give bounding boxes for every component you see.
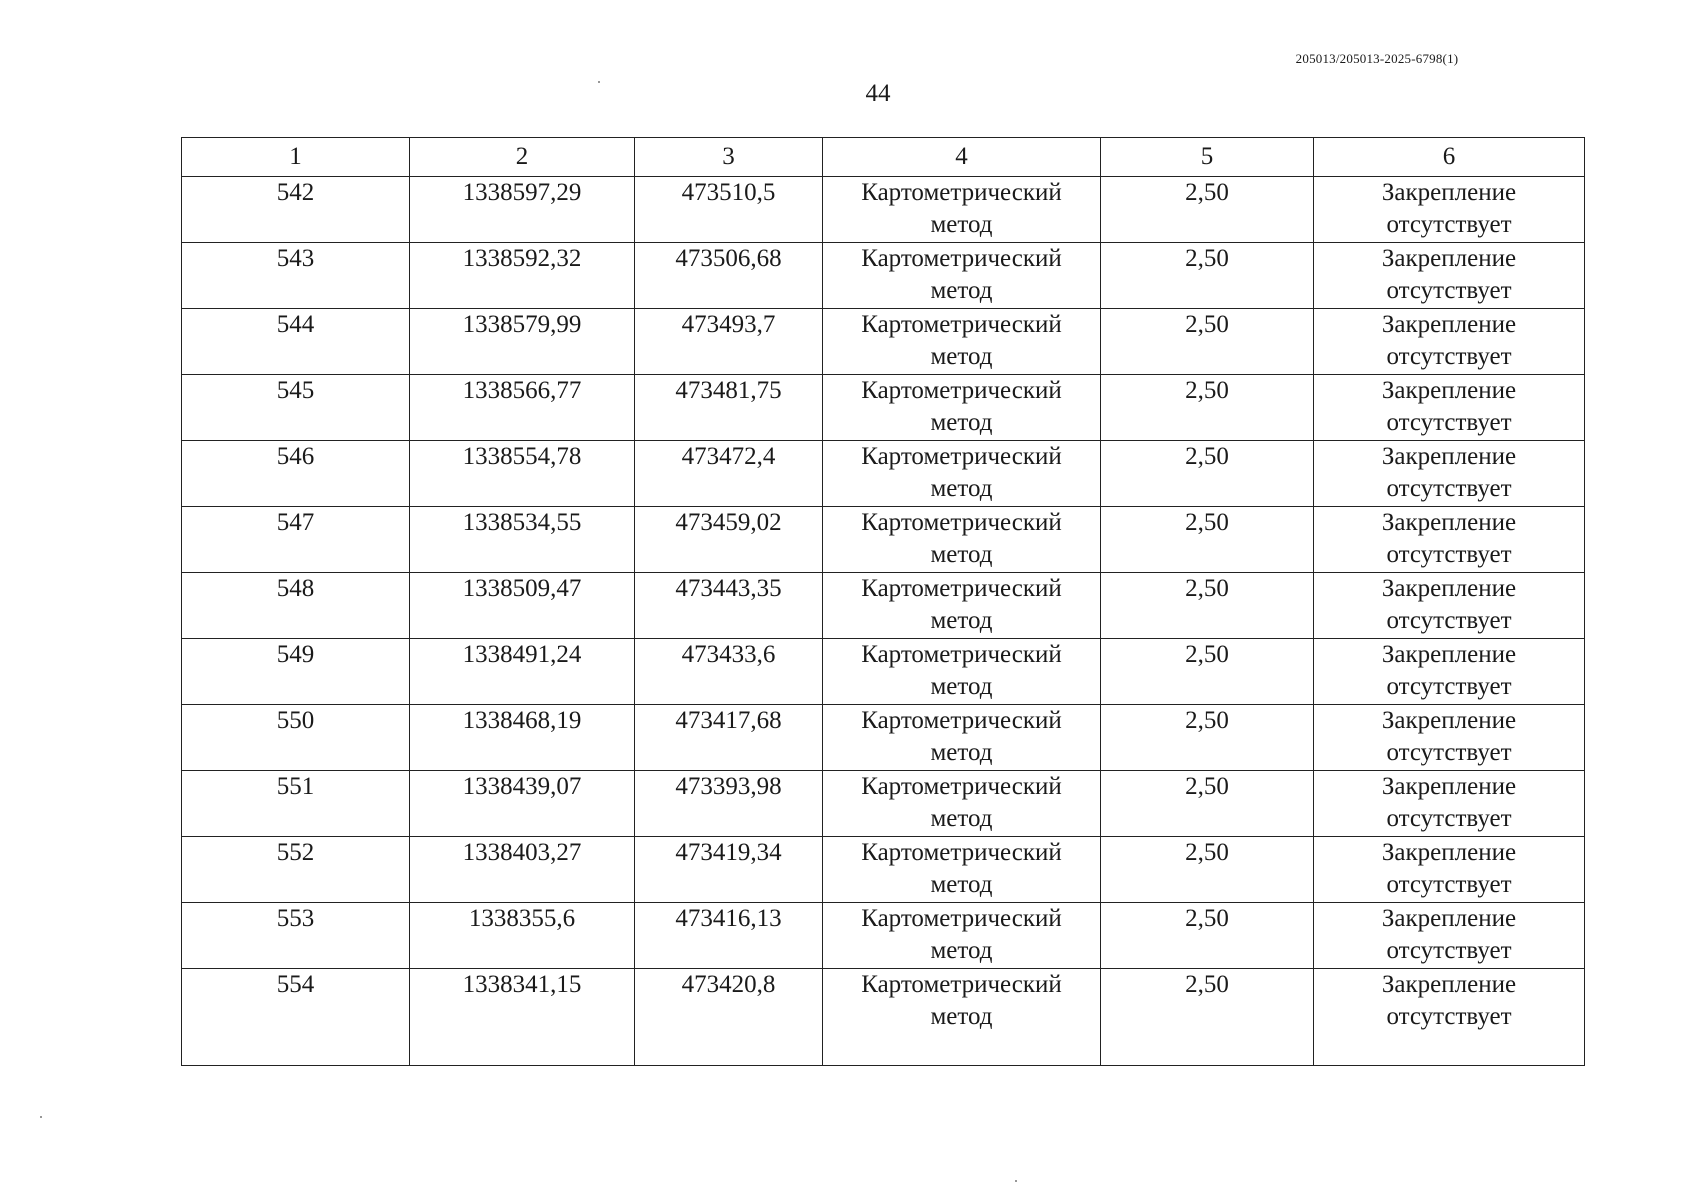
point-number-cell <box>182 639 410 705</box>
method-text: Картометрический <box>861 971 1062 998</box>
method-cell <box>823 771 1101 837</box>
fixation-text: Закрепление <box>1381 443 1517 470</box>
table-header-row <box>182 138 1585 177</box>
fixation-cell <box>1314 441 1585 507</box>
y-coordinate-cell <box>635 243 823 309</box>
x-coordinate-cell <box>410 441 635 507</box>
x-coordinate-cell <box>410 969 635 1066</box>
y-coordinate-cell <box>635 837 823 903</box>
method-text: метод <box>930 541 993 568</box>
y-coordinate-cell <box>635 573 823 639</box>
column-header: 1 <box>182 138 410 177</box>
accuracy-text: 2,50 <box>1185 443 1229 470</box>
method-text: метод <box>930 343 993 370</box>
method-text: Картометрический <box>861 575 1062 602</box>
method-cell <box>823 177 1101 243</box>
table-row <box>182 705 1585 771</box>
x-coordinate-text: 1338341,15 <box>462 971 582 998</box>
y-coordinate-cell <box>635 507 823 573</box>
fixation-cell <box>1314 375 1585 441</box>
accuracy-cell <box>1101 771 1314 837</box>
x-coordinate-text: 1338554,78 <box>462 443 582 470</box>
accuracy-cell <box>1101 639 1314 705</box>
method-text: метод <box>930 937 993 964</box>
point-number-cell <box>182 705 410 771</box>
fixation-cell <box>1314 309 1585 375</box>
x-coordinate-cell <box>410 243 635 309</box>
accuracy-text: 2,50 <box>1185 971 1229 998</box>
method-cell <box>823 375 1101 441</box>
point-number-text: 547 <box>276 509 315 536</box>
coordinates-table <box>181 137 1585 1066</box>
fixation-text: Закрепление <box>1381 509 1517 536</box>
accuracy-cell <box>1101 441 1314 507</box>
page-number: 44 <box>865 80 891 107</box>
column-header: 3 <box>635 138 823 177</box>
accuracy-cell <box>1101 309 1314 375</box>
fixation-text: отсутствует <box>1386 673 1512 700</box>
x-coordinate-text: 1338355,6 <box>468 905 576 932</box>
fixation-cell <box>1314 969 1585 1066</box>
y-coordinate-cell <box>635 705 823 771</box>
method-text: Картометрический <box>861 245 1062 272</box>
y-coordinate-text: 473416,13 <box>675 905 782 932</box>
method-cell <box>823 969 1101 1066</box>
y-coordinate-cell <box>635 441 823 507</box>
point-number-cell <box>182 771 410 837</box>
fixation-cell <box>1314 771 1585 837</box>
method-text: Картометрический <box>861 773 1062 800</box>
table-row <box>182 375 1585 441</box>
y-coordinate-text: 473472,4 <box>681 443 776 470</box>
x-coordinate-text: 1338491,24 <box>462 641 582 668</box>
accuracy-cell <box>1101 375 1314 441</box>
method-text: Картометрический <box>861 509 1062 536</box>
accuracy-cell <box>1101 903 1314 969</box>
accuracy-text: 2,50 <box>1185 509 1229 536</box>
accuracy-cell <box>1101 507 1314 573</box>
method-text: Картометрический <box>861 311 1062 338</box>
method-cell <box>823 573 1101 639</box>
x-coordinate-cell <box>410 309 635 375</box>
point-number-text: 552 <box>276 839 315 866</box>
point-number-cell <box>182 375 410 441</box>
point-number-cell <box>182 573 410 639</box>
x-coordinate-cell <box>410 903 635 969</box>
y-coordinate-text: 473481,75 <box>675 377 782 404</box>
y-coordinate-cell <box>635 771 823 837</box>
point-number-cell <box>182 177 410 243</box>
y-coordinate-cell <box>635 309 823 375</box>
accuracy-text: 2,50 <box>1185 575 1229 602</box>
point-number-text: 550 <box>276 707 315 734</box>
x-coordinate-cell <box>410 837 635 903</box>
table-row <box>182 903 1585 969</box>
fixation-cell <box>1314 243 1585 309</box>
method-text: Картометрический <box>861 707 1062 734</box>
accuracy-text: 2,50 <box>1185 179 1229 206</box>
fixation-text: Закрепление <box>1381 311 1517 338</box>
point-number-text: 554 <box>276 971 315 998</box>
point-number-cell <box>182 243 410 309</box>
point-number-text: 551 <box>276 773 315 800</box>
fixation-text: Закрепление <box>1381 179 1517 206</box>
fixation-text: отсутствует <box>1386 871 1512 898</box>
point-number-cell <box>182 309 410 375</box>
scan-speck <box>1015 1180 1017 1182</box>
table-row <box>182 639 1585 705</box>
fixation-text: Закрепление <box>1381 641 1517 668</box>
fixation-text: Закрепление <box>1381 575 1517 602</box>
point-number-cell <box>182 969 410 1066</box>
x-coordinate-cell <box>410 573 635 639</box>
y-coordinate-text: 473420,8 <box>681 971 776 998</box>
point-number-text: 545 <box>276 377 315 404</box>
y-coordinate-text: 473393,98 <box>675 773 782 800</box>
table-row <box>182 441 1585 507</box>
x-coordinate-text: 1338592,32 <box>462 245 582 272</box>
point-number-cell <box>182 441 410 507</box>
table-row <box>182 837 1585 903</box>
accuracy-text: 2,50 <box>1185 839 1229 866</box>
scan-speck <box>40 1116 42 1118</box>
table-row <box>182 243 1585 309</box>
fixation-text: отсутствует <box>1386 211 1512 238</box>
method-text: Картометрический <box>861 377 1062 404</box>
y-coordinate-text: 473459,02 <box>675 509 782 536</box>
table-row <box>182 177 1585 243</box>
fixation-text: Закрепление <box>1381 707 1517 734</box>
method-cell <box>823 441 1101 507</box>
y-coordinate-text: 473493,7 <box>681 311 776 338</box>
method-text: Картометрический <box>861 179 1062 206</box>
method-text: метод <box>930 805 993 832</box>
x-coordinate-text: 1338468,19 <box>462 707 582 734</box>
accuracy-cell <box>1101 969 1314 1066</box>
x-coordinate-text: 1338566,77 <box>462 377 582 404</box>
accuracy-text: 2,50 <box>1185 707 1229 734</box>
method-text: метод <box>930 211 993 238</box>
x-coordinate-text: 1338534,55 <box>462 509 582 536</box>
fixation-text: Закрепление <box>1381 377 1517 404</box>
point-number-cell <box>182 507 410 573</box>
method-cell <box>823 705 1101 771</box>
fixation-cell <box>1314 573 1585 639</box>
x-coordinate-text: 1338597,29 <box>462 179 582 206</box>
point-number-text: 548 <box>276 575 315 602</box>
accuracy-cell <box>1101 177 1314 243</box>
fixation-cell <box>1314 837 1585 903</box>
y-coordinate-cell <box>635 903 823 969</box>
method-cell <box>823 903 1101 969</box>
method-text: Картометрический <box>861 905 1062 932</box>
accuracy-text: 2,50 <box>1185 377 1229 404</box>
fixation-text: отсутствует <box>1386 805 1512 832</box>
method-text: метод <box>930 739 993 766</box>
y-coordinate-cell <box>635 639 823 705</box>
x-coordinate-cell <box>410 177 635 243</box>
fixation-cell <box>1314 507 1585 573</box>
method-cell <box>823 507 1101 573</box>
table-row <box>182 573 1585 639</box>
fixation-text: отсутствует <box>1386 277 1512 304</box>
point-number-text: 544 <box>276 311 315 338</box>
method-text: Картометрический <box>861 641 1062 668</box>
method-text: метод <box>930 475 993 502</box>
accuracy-text: 2,50 <box>1185 245 1229 272</box>
table-row <box>182 771 1585 837</box>
fixation-cell <box>1314 639 1585 705</box>
y-coordinate-text: 473506,68 <box>675 245 782 272</box>
point-number-cell <box>182 903 410 969</box>
fixation-cell <box>1314 705 1585 771</box>
accuracy-text: 2,50 <box>1185 905 1229 932</box>
y-coordinate-text: 473433,6 <box>681 641 776 668</box>
column-header: 2 <box>410 138 635 177</box>
accuracy-text: 2,50 <box>1185 641 1229 668</box>
x-coordinate-text: 1338403,27 <box>462 839 582 866</box>
accuracy-text: 2,50 <box>1185 773 1229 800</box>
point-number-cell <box>182 837 410 903</box>
fixation-text: отсутствует <box>1386 409 1512 436</box>
method-text: метод <box>930 607 993 634</box>
y-coordinate-cell <box>635 177 823 243</box>
y-coordinate-text: 473419,34 <box>675 839 782 866</box>
method-text: Картометрический <box>861 839 1062 866</box>
method-cell <box>823 309 1101 375</box>
x-coordinate-text: 1338439,07 <box>462 773 582 800</box>
accuracy-cell <box>1101 837 1314 903</box>
scan-speck <box>598 81 600 83</box>
column-header: 6 <box>1314 138 1585 177</box>
document-reference: 205013/205013-2025-6798(1) <box>1295 51 1459 66</box>
point-number-text: 543 <box>276 245 315 272</box>
fixation-text: Закрепление <box>1381 773 1517 800</box>
table-row <box>182 969 1585 1066</box>
fixation-text: Закрепление <box>1381 245 1517 272</box>
accuracy-cell <box>1101 573 1314 639</box>
method-text: метод <box>930 409 993 436</box>
point-number-text: 549 <box>276 641 315 668</box>
y-coordinate-cell <box>635 375 823 441</box>
method-text: метод <box>930 1003 993 1030</box>
method-text: метод <box>930 871 993 898</box>
table-row <box>182 507 1585 573</box>
x-coordinate-cell <box>410 639 635 705</box>
fixation-text: отсутствует <box>1386 1003 1512 1030</box>
y-coordinate-text: 473510,5 <box>681 179 776 206</box>
fixation-cell <box>1314 903 1585 969</box>
method-text: метод <box>930 673 993 700</box>
point-number-text: 542 <box>276 179 315 206</box>
column-header: 5 <box>1101 138 1314 177</box>
method-cell <box>823 837 1101 903</box>
fixation-text: отсутствует <box>1386 475 1512 502</box>
accuracy-cell <box>1101 705 1314 771</box>
fixation-text: отсутствует <box>1386 541 1512 568</box>
x-coordinate-text: 1338509,47 <box>462 575 582 602</box>
x-coordinate-cell <box>410 507 635 573</box>
fixation-text: отсутствует <box>1386 937 1512 964</box>
accuracy-cell <box>1101 243 1314 309</box>
point-number-text: 546 <box>276 443 315 470</box>
method-cell <box>823 639 1101 705</box>
fixation-text: Закрепление <box>1381 971 1517 998</box>
x-coordinate-text: 1338579,99 <box>462 311 582 338</box>
accuracy-text: 2,50 <box>1185 311 1229 338</box>
table-body <box>182 138 1585 1066</box>
y-coordinate-cell <box>635 969 823 1066</box>
fixation-text: отсутствует <box>1386 607 1512 634</box>
table-row <box>182 309 1585 375</box>
method-cell <box>823 243 1101 309</box>
x-coordinate-cell <box>410 375 635 441</box>
fixation-text: отсутствует <box>1386 343 1512 370</box>
y-coordinate-text: 473443,35 <box>675 575 782 602</box>
y-coordinate-text: 473417,68 <box>675 707 782 734</box>
x-coordinate-cell <box>410 771 635 837</box>
fixation-cell <box>1314 177 1585 243</box>
fixation-text: Закрепление <box>1381 839 1517 866</box>
method-text: Картометрический <box>861 443 1062 470</box>
fixation-text: Закрепление <box>1381 905 1517 932</box>
x-coordinate-cell <box>410 705 635 771</box>
method-text: метод <box>930 277 993 304</box>
column-header: 4 <box>823 138 1101 177</box>
point-number-text: 553 <box>276 905 315 932</box>
fixation-text: отсутствует <box>1386 739 1512 766</box>
